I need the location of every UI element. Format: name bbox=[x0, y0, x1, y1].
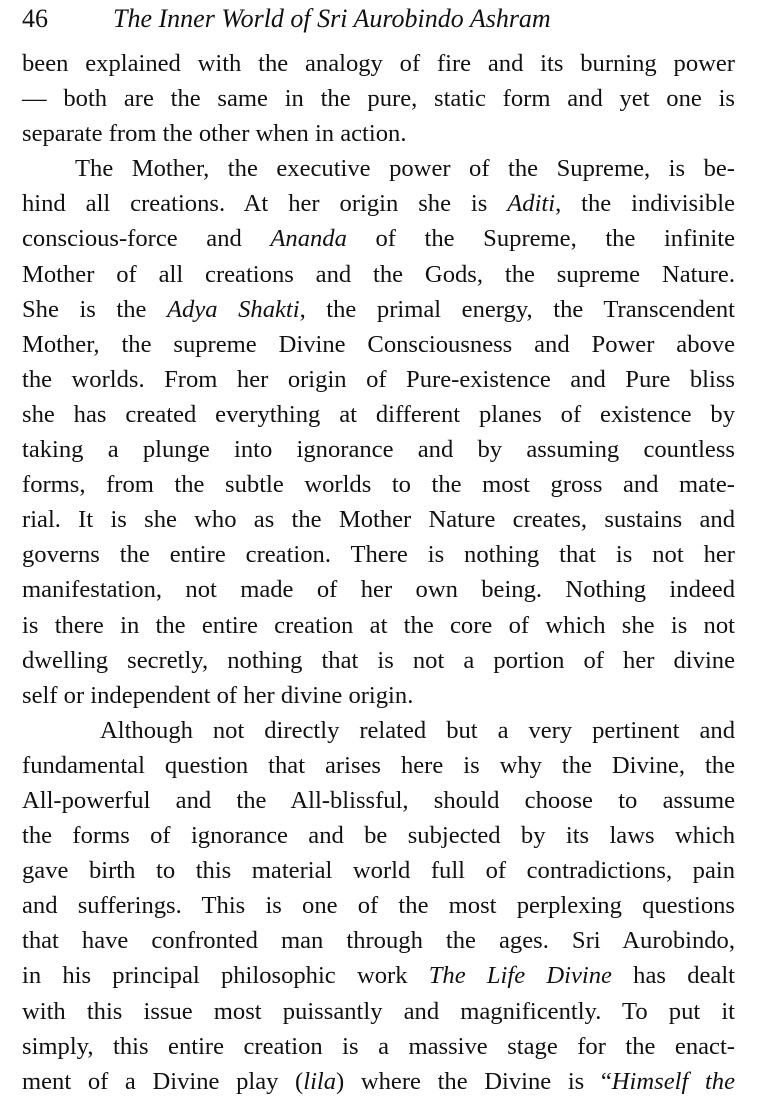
text-line bbox=[22, 432, 735, 467]
text-segment: conscious-force and bbox=[22, 225, 271, 253]
italic-text: Ananda bbox=[270, 225, 347, 253]
text-line bbox=[22, 923, 735, 958]
text-line bbox=[22, 994, 735, 1029]
body-text bbox=[22, 46, 735, 1099]
text-line bbox=[22, 327, 735, 362]
text-line bbox=[22, 678, 735, 713]
text-line bbox=[22, 257, 735, 292]
text-line bbox=[22, 467, 735, 502]
text-line bbox=[22, 362, 735, 397]
text-segment: forms, from the subtle worlds to the most gross and mate- bbox=[22, 471, 735, 499]
text-segment: ) where the Divine is “ bbox=[336, 1067, 612, 1095]
text-line bbox=[22, 818, 735, 853]
text-segment: hind all creations. At her origin she is bbox=[22, 190, 508, 218]
text-segment: She is the bbox=[22, 295, 168, 323]
text-line bbox=[22, 958, 735, 993]
text-line bbox=[22, 783, 735, 818]
text-segment: dwelling secretly, nothing that is not a portion of her divine bbox=[22, 646, 735, 674]
text-segment: the forms of ignorance and be subjected by its laws which bbox=[22, 822, 735, 850]
text-line bbox=[22, 292, 735, 327]
text-segment: of the Supreme, the infinite bbox=[346, 225, 735, 253]
italic-text: Aditi bbox=[507, 190, 556, 218]
text-segment: the worlds. From her origin of Pure-existence and Pure bliss bbox=[22, 365, 735, 393]
text-segment: taking a plunge into ignorance and by assuming countless bbox=[22, 436, 735, 464]
text-segment: Although not directly related but a very pertinent and bbox=[100, 716, 735, 744]
italic-text: Adya Shakti bbox=[167, 295, 300, 323]
text-line bbox=[22, 1064, 735, 1099]
text-line bbox=[22, 221, 735, 256]
text-segment: self or independent of her divine origin. bbox=[22, 681, 414, 709]
text-segment: manifestation, not made of her own being. Nothing indeed bbox=[22, 576, 735, 604]
text-line bbox=[22, 81, 735, 116]
text-line bbox=[22, 502, 735, 537]
text-line bbox=[22, 853, 735, 888]
text-line bbox=[22, 572, 735, 607]
text-segment: with this issue most puissantly and magnificently. To put it bbox=[22, 997, 735, 1025]
text-segment: Mother, the supreme Divine Consciousness and Power above bbox=[22, 330, 735, 358]
running-header bbox=[22, 2, 551, 36]
text-segment: , the primal energy, the Transcendent bbox=[299, 295, 735, 323]
text-line bbox=[22, 643, 735, 678]
text-line bbox=[22, 748, 735, 783]
text-segment: Mother of all creations and the Gods, the supreme Nature. bbox=[22, 260, 735, 288]
text-line bbox=[22, 116, 735, 151]
text-segment: she has created everything at different planes of existence by bbox=[22, 400, 735, 428]
italic-text: The Life Divine bbox=[428, 962, 612, 990]
text-segment: , the indivisible bbox=[555, 190, 735, 218]
text-line bbox=[22, 186, 735, 221]
text-line bbox=[22, 46, 735, 81]
italic-text: Himself the bbox=[611, 1067, 735, 1095]
text-segment: governs the entire creation. There is nothing that is not her bbox=[22, 541, 735, 569]
text-line bbox=[22, 608, 735, 643]
text-segment: ment of a Divine play ( bbox=[22, 1067, 304, 1095]
text-line bbox=[22, 397, 735, 432]
italic-text: lila bbox=[303, 1067, 337, 1095]
text-line bbox=[22, 1029, 735, 1064]
text-segment: fundamental question that arises here is why the Divine, the bbox=[22, 751, 735, 779]
text-segment: been explained with the analogy of fire and its burning power bbox=[22, 50, 735, 77]
text-segment: — both are the same in the pure, static form and yet one is bbox=[22, 85, 735, 113]
text-line bbox=[22, 713, 735, 748]
text-segment: The Mother, the executive power of the Supreme, is be- bbox=[75, 155, 735, 183]
text-line bbox=[22, 537, 735, 572]
page-number: 46 bbox=[22, 4, 48, 33]
text-segment: gave birth to this material world full of contradictions, pain bbox=[22, 857, 735, 885]
text-segment: that have confronted man through the ages. Sri Aurobindo, bbox=[22, 927, 735, 955]
text-line bbox=[22, 151, 735, 186]
running-title: The Inner World of Sri Aurobindo Ashram bbox=[113, 4, 551, 33]
text-segment: rial. It is she who as the Mother Nature creates, sustains and bbox=[22, 506, 735, 534]
text-segment: simply, this entire creation is a massive stage for the enact- bbox=[22, 1032, 735, 1060]
text-segment: is there in the entire creation at the core of which she is not bbox=[22, 611, 735, 639]
text-line bbox=[22, 888, 735, 923]
text-segment: in his principal philosophic work bbox=[22, 962, 429, 990]
text-segment: All-powerful and the All-blissful, should choose to assume bbox=[22, 786, 735, 814]
text-segment: and sufferings. This is one of the most perplexing questions bbox=[22, 892, 735, 920]
text-segment: separate from the other when in action. bbox=[22, 120, 407, 148]
text-segment: has dealt bbox=[611, 962, 735, 990]
